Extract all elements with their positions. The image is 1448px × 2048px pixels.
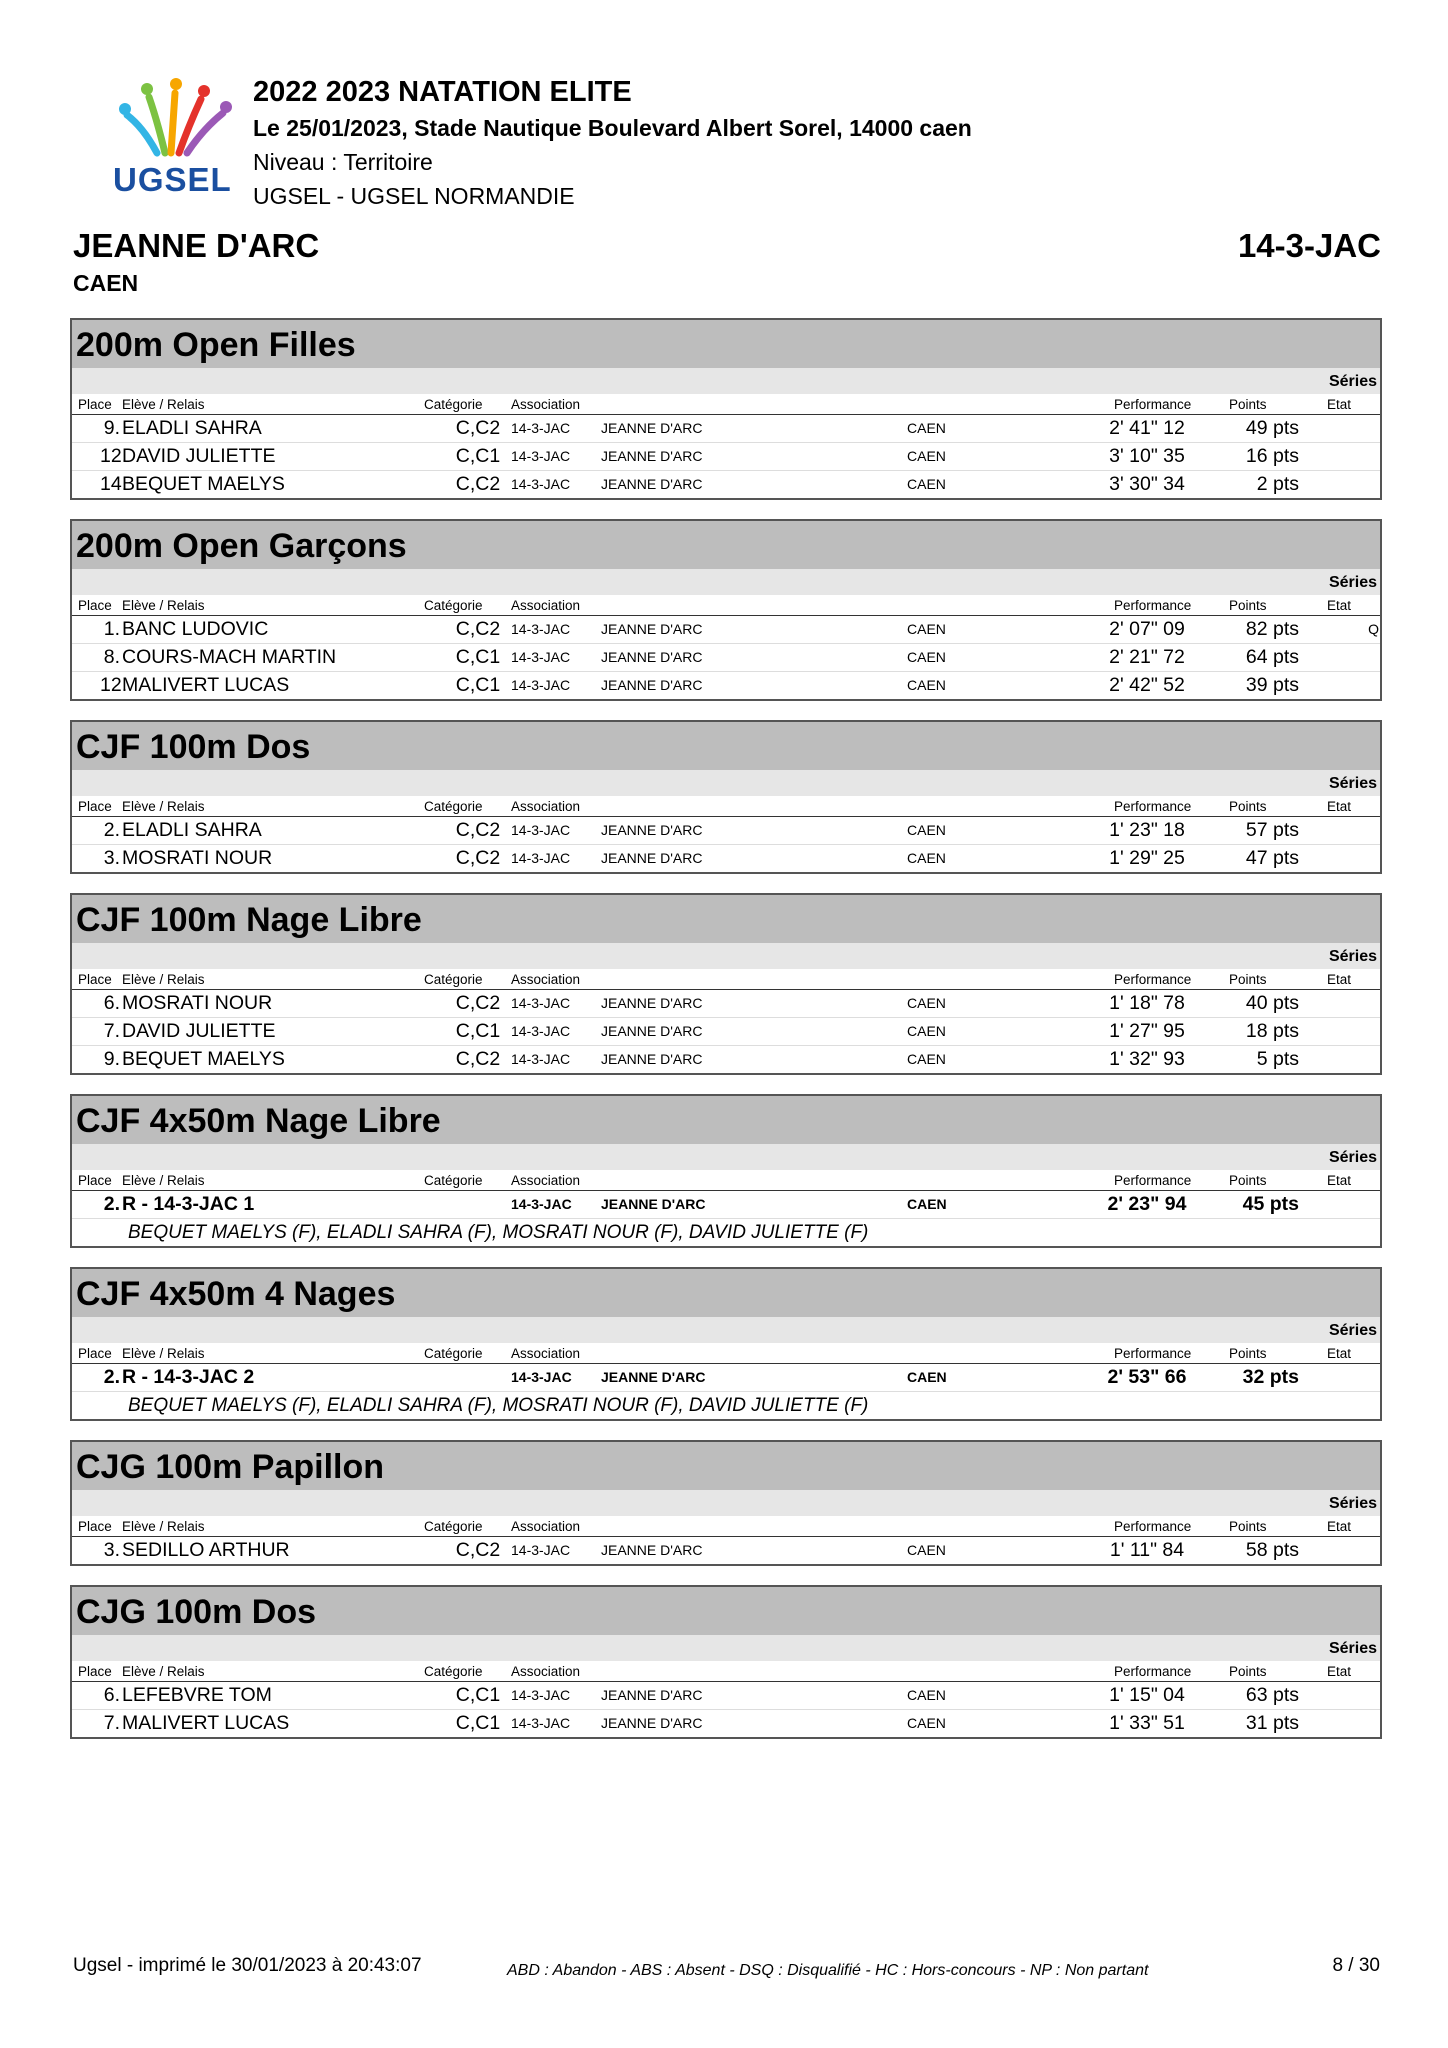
result-code: 14-3-JAC	[511, 476, 571, 492]
result-points: 45 pts	[1242, 1193, 1299, 1215]
result-performance: 2' 42" 52	[1109, 674, 1185, 696]
col-points: Points	[1229, 1346, 1267, 1361]
result-association: JEANNE D'ARC	[601, 1051, 703, 1067]
col-association: Association	[511, 1519, 581, 1534]
col-performance: Performance	[1114, 598, 1192, 613]
result-place: 6.	[103, 1684, 120, 1706]
result-code: 14-3-JAC	[511, 649, 571, 665]
result-name: SEDILLO ARTHUR	[122, 1539, 290, 1561]
event-block	[70, 720, 1382, 874]
col-categorie: Catégorie	[424, 598, 483, 613]
result-city: CAEN	[907, 677, 946, 693]
result-city: CAEN	[907, 1023, 946, 1039]
result-city: CAEN	[907, 649, 946, 665]
result-city: CAEN	[907, 448, 946, 464]
col-performance: Performance	[1114, 1664, 1192, 1679]
result-association: JEANNE D'ARC	[601, 649, 703, 665]
result-name: LEFEBVRE TOM	[122, 1684, 272, 1706]
ugsel-figures-icon	[105, 75, 245, 165]
result-place: 12.	[100, 445, 128, 467]
result-city: CAEN	[907, 1542, 946, 1558]
col-categorie: Catégorie	[424, 1664, 483, 1679]
col-points: Points	[1229, 1519, 1267, 1534]
result-name: R - 14-3-JAC 2	[122, 1366, 255, 1388]
result-place: 6.	[103, 992, 120, 1014]
series-label: Séries	[72, 943, 1380, 969]
result-row	[72, 1364, 1380, 1392]
col-points: Points	[1229, 799, 1267, 814]
event-heading: CJG 100m Papillon	[72, 1442, 1380, 1490]
result-city: CAEN	[907, 822, 946, 838]
col-place: Place	[78, 972, 112, 987]
result-performance: 1' 11" 84	[1109, 1539, 1185, 1561]
col-association: Association	[511, 1173, 581, 1188]
result-place: 7.	[103, 1020, 120, 1042]
result-points: 40 pts	[1245, 992, 1299, 1014]
result-category: C,C1	[455, 1020, 501, 1042]
result-category: C,C2	[455, 992, 501, 1014]
col-etat: Etat	[1327, 1519, 1352, 1534]
result-place: 2.	[103, 1366, 120, 1388]
col-place: Place	[78, 1173, 112, 1188]
result-name: COURS-MACH MARTIN	[122, 646, 337, 668]
result-name: MOSRATI NOUR	[122, 847, 273, 869]
col-points: Points	[1229, 397, 1267, 412]
result-row	[72, 415, 1380, 443]
result-code: 14-3-JAC	[511, 1542, 571, 1558]
event-block	[70, 519, 1382, 701]
result-city: CAEN	[907, 1369, 947, 1385]
events-list	[70, 318, 1382, 1758]
result-row	[72, 1537, 1380, 1564]
series-label: Séries	[72, 569, 1380, 595]
result-place: 9.	[103, 1048, 120, 1070]
column-headers	[72, 1516, 1380, 1537]
result-row	[72, 1018, 1380, 1046]
result-code: 14-3-JAC	[511, 677, 571, 693]
result-performance: 1' 32" 93	[1109, 1048, 1185, 1070]
col-association: Association	[511, 799, 581, 814]
col-points: Points	[1229, 1664, 1267, 1679]
result-code: 14-3-JAC	[511, 1196, 572, 1212]
result-association: JEANNE D'ARC	[601, 850, 703, 866]
result-association: JEANNE D'ARC	[601, 1023, 703, 1039]
col-association: Association	[511, 598, 581, 613]
result-association: JEANNE D'ARC	[601, 822, 703, 838]
col-categorie: Catégorie	[424, 1173, 483, 1188]
school-city: CAEN	[73, 270, 139, 296]
col-etat: Etat	[1327, 1173, 1352, 1188]
result-category: C,C2	[455, 847, 501, 869]
col-performance: Performance	[1114, 1519, 1192, 1534]
result-performance: 1' 15" 04	[1109, 1684, 1185, 1706]
result-category: C,C2	[455, 819, 501, 841]
result-name: MOSRATI NOUR	[122, 992, 273, 1014]
result-etat: Q	[1368, 621, 1379, 637]
result-points: 58 pts	[1245, 1539, 1299, 1561]
series-label: Séries	[72, 1144, 1380, 1170]
result-association: JEANNE D'ARC	[601, 1196, 706, 1212]
result-place: 9.	[103, 417, 120, 439]
result-category: C,C2	[455, 417, 501, 439]
result-association: JEANNE D'ARC	[601, 1369, 706, 1385]
result-association: JEANNE D'ARC	[601, 1687, 703, 1703]
result-performance: 2' 07" 09	[1109, 618, 1185, 640]
col-place: Place	[78, 799, 112, 814]
result-points: 47 pts	[1245, 847, 1299, 869]
result-place: 3.	[103, 847, 120, 869]
result-category: C,C1	[455, 1684, 501, 1706]
event-heading: CJF 100m Dos	[72, 722, 1380, 770]
result-row	[72, 644, 1380, 672]
result-row	[72, 1046, 1380, 1073]
result-category: C,C2	[455, 618, 501, 640]
result-points: 49 pts	[1245, 417, 1299, 439]
result-points: 5 pts	[1256, 1048, 1299, 1070]
col-performance: Performance	[1114, 397, 1192, 412]
series-label: Séries	[72, 1317, 1380, 1343]
result-category: C,C1	[455, 646, 501, 668]
result-code: 14-3-JAC	[511, 995, 571, 1011]
result-row	[72, 616, 1380, 644]
result-name: DAVID JULIETTE	[122, 445, 276, 467]
school-name: JEANNE D'ARC	[73, 227, 320, 264]
result-row	[72, 1710, 1380, 1737]
result-name: MALIVERT LUCAS	[122, 674, 290, 696]
result-points: 31 pts	[1245, 1712, 1299, 1734]
event-block	[70, 1267, 1382, 1421]
result-association: JEANNE D'ARC	[601, 995, 703, 1011]
col-eleve: Elève / Relais	[122, 1346, 205, 1361]
result-points: 18 pts	[1245, 1020, 1299, 1042]
event-heading: CJG 100m Dos	[72, 1587, 1380, 1635]
result-points: 82 pts	[1245, 618, 1299, 640]
result-code: 14-3-JAC	[511, 420, 571, 436]
result-city: CAEN	[907, 476, 946, 492]
result-city: CAEN	[907, 1051, 946, 1067]
result-association: JEANNE D'ARC	[601, 476, 703, 492]
relay-members: BEQUET MAELYS (F), ELADLI SAHRA (F), MOSRATI NOUR (F), DAVID JULIETTE (F)	[128, 1222, 869, 1243]
result-performance: 2' 41" 12	[1109, 417, 1185, 439]
result-points: 39 pts	[1245, 674, 1299, 696]
result-name: R - 14-3-JAC 1	[122, 1193, 255, 1215]
col-association: Association	[511, 972, 581, 987]
result-performance: 2' 21" 72	[1109, 646, 1185, 668]
footer-page-number: 8 / 30	[1332, 1955, 1380, 1976]
result-row	[72, 471, 1380, 498]
series-label: Séries	[72, 368, 1380, 394]
result-city: CAEN	[907, 1196, 947, 1212]
col-points: Points	[1229, 972, 1267, 987]
column-headers	[72, 595, 1380, 616]
result-name: BEQUET MAELYS	[122, 473, 285, 495]
result-performance: 1' 27" 95	[1109, 1020, 1185, 1042]
event-heading: 200m Open Garçons	[72, 521, 1380, 569]
result-code: 14-3-JAC	[511, 850, 571, 866]
result-points: 16 pts	[1245, 445, 1299, 467]
footer-printed: Ugsel - imprimé le 30/01/2023 à 20:43:07	[73, 1955, 422, 1976]
result-code: 14-3-JAC	[511, 1687, 571, 1703]
event-heading: 200m Open Filles	[72, 320, 1380, 368]
result-name: BEQUET MAELYS	[122, 1048, 285, 1070]
col-etat: Etat	[1327, 972, 1352, 987]
result-code: 14-3-JAC	[511, 1051, 571, 1067]
result-association: JEANNE D'ARC	[601, 448, 703, 464]
col-eleve: Elève / Relais	[122, 397, 205, 412]
result-row	[72, 845, 1380, 872]
column-headers	[72, 796, 1380, 817]
result-city: CAEN	[907, 995, 946, 1011]
column-headers	[72, 394, 1380, 415]
col-eleve: Elève / Relais	[122, 1519, 205, 1534]
result-city: CAEN	[907, 420, 946, 436]
result-association: JEANNE D'ARC	[601, 420, 703, 436]
col-place: Place	[78, 397, 112, 412]
result-category: C,C2	[455, 1048, 501, 1070]
col-etat: Etat	[1327, 1346, 1352, 1361]
page-header	[0, 0, 1448, 310]
result-performance: 3' 10" 35	[1109, 445, 1185, 467]
event-block	[70, 893, 1382, 1075]
result-place: 7.	[103, 1712, 120, 1734]
col-eleve: Elève / Relais	[122, 598, 205, 613]
result-points: 63 pts	[1245, 1684, 1299, 1706]
result-category: C,C2	[455, 1539, 501, 1561]
col-points: Points	[1229, 1173, 1267, 1188]
result-performance: 2' 53" 66	[1107, 1366, 1187, 1388]
col-eleve: Elève / Relais	[122, 1173, 205, 1188]
col-eleve: Elève / Relais	[122, 972, 205, 987]
col-etat: Etat	[1327, 1664, 1352, 1679]
result-name: ELADLI SAHRA	[122, 819, 262, 841]
school-code: 14-3-JAC	[1237, 227, 1381, 264]
col-eleve: Elève / Relais	[122, 799, 205, 814]
result-place: 3.	[103, 1539, 120, 1561]
col-points: Points	[1229, 598, 1267, 613]
relay-members: BEQUET MAELYS (F), ELADLI SAHRA (F), MOSRATI NOUR (F), DAVID JULIETTE (F)	[128, 1395, 869, 1416]
result-performance: 1' 18" 78	[1109, 992, 1185, 1014]
result-place: 12.	[100, 674, 128, 696]
event-heading: CJF 4x50m Nage Libre	[72, 1096, 1380, 1144]
event-block	[70, 1585, 1382, 1739]
result-row	[72, 1191, 1380, 1219]
result-code: 14-3-JAC	[511, 1023, 571, 1039]
result-association: JEANNE D'ARC	[601, 621, 703, 637]
result-points: 57 pts	[1245, 819, 1299, 841]
ugsel-logo	[105, 75, 245, 215]
result-category: C,C1	[455, 445, 501, 467]
result-place: 2.	[103, 819, 120, 841]
result-performance: 1' 29" 25	[1109, 847, 1185, 869]
col-etat: Etat	[1327, 799, 1352, 814]
event-block	[70, 1094, 1382, 1248]
event-title: 2022 2023 NATATION ELITE	[253, 76, 632, 108]
result-name: DAVID JULIETTE	[122, 1020, 276, 1042]
col-categorie: Catégorie	[424, 1519, 483, 1534]
result-performance: 1' 33" 51	[1109, 1712, 1185, 1734]
event-subtitle: Le 25/01/2023, Stade Nautique Boulevard Albert Sorel, 14000 caen	[253, 115, 972, 141]
col-association: Association	[511, 1664, 581, 1679]
result-code: 14-3-JAC	[511, 1369, 572, 1385]
result-points: 2 pts	[1256, 473, 1299, 495]
col-etat: Etat	[1327, 397, 1352, 412]
col-association: Association	[511, 397, 581, 412]
result-performance: 3' 30" 34	[1109, 473, 1185, 495]
result-place: 8.	[103, 646, 120, 668]
result-code: 14-3-JAC	[511, 822, 571, 838]
event-block	[70, 1440, 1382, 1566]
col-categorie: Catégorie	[424, 972, 483, 987]
result-association: JEANNE D'ARC	[601, 1715, 703, 1731]
event-organizer: UGSEL - UGSEL NORMANDIE	[253, 183, 575, 209]
col-association: Association	[511, 1346, 581, 1361]
result-name: BANC LUDOVIC	[122, 618, 269, 640]
col-performance: Performance	[1114, 799, 1192, 814]
result-place: 1.	[103, 618, 120, 640]
event-level: Niveau : Territoire	[253, 149, 433, 175]
result-association: JEANNE D'ARC	[601, 1542, 703, 1558]
result-code: 14-3-JAC	[511, 1715, 571, 1731]
col-performance: Performance	[1114, 1173, 1192, 1188]
result-city: CAEN	[907, 1687, 946, 1703]
result-points: 32 pts	[1242, 1366, 1299, 1388]
column-headers	[72, 969, 1380, 990]
result-row	[72, 672, 1380, 699]
logo-text: UGSEL	[113, 161, 232, 198]
result-city: CAEN	[907, 1715, 946, 1731]
result-city: CAEN	[907, 621, 946, 637]
result-performance: 1' 23" 18	[1109, 819, 1185, 841]
event-heading: CJF 100m Nage Libre	[72, 895, 1380, 943]
result-name: ELADLI SAHRA	[122, 417, 262, 439]
col-etat: Etat	[1327, 598, 1352, 613]
series-label: Séries	[72, 1635, 1380, 1661]
footer-legend: ABD : Abandon - ABS : Absent - DSQ : Disqualifié - HC : Hors-concours - NP : Non partant	[507, 1962, 1149, 1979]
col-place: Place	[78, 598, 112, 613]
result-category: C,C1	[455, 674, 501, 696]
result-city: CAEN	[907, 850, 946, 866]
result-row	[72, 990, 1380, 1018]
col-performance: Performance	[1114, 1346, 1192, 1361]
result-points: 64 pts	[1245, 646, 1299, 668]
series-label: Séries	[72, 1490, 1380, 1516]
result-row	[72, 1682, 1380, 1710]
col-categorie: Catégorie	[424, 799, 483, 814]
col-performance: Performance	[1114, 972, 1192, 987]
event-block	[70, 318, 1382, 500]
result-performance: 2' 23" 94	[1107, 1193, 1187, 1215]
series-label: Séries	[72, 770, 1380, 796]
col-categorie: Catégorie	[424, 1346, 483, 1361]
result-association: JEANNE D'ARC	[601, 677, 703, 693]
result-row	[72, 443, 1380, 471]
result-category: C,C1	[455, 1712, 501, 1734]
result-code: 14-3-JAC	[511, 448, 571, 464]
col-eleve: Elève / Relais	[122, 1664, 205, 1679]
col-place: Place	[78, 1664, 112, 1679]
result-row	[72, 817, 1380, 845]
result-place: 14.	[100, 473, 128, 495]
event-heading: CJF 4x50m 4 Nages	[72, 1269, 1380, 1317]
col-place: Place	[78, 1519, 112, 1534]
column-headers	[72, 1170, 1380, 1191]
col-place: Place	[78, 1346, 112, 1361]
result-code: 14-3-JAC	[511, 621, 571, 637]
col-categorie: Catégorie	[424, 397, 483, 412]
column-headers	[72, 1343, 1380, 1364]
result-place: 2.	[103, 1193, 120, 1215]
result-name: MALIVERT LUCAS	[122, 1712, 290, 1734]
column-headers	[72, 1661, 1380, 1682]
result-category: C,C2	[455, 473, 501, 495]
